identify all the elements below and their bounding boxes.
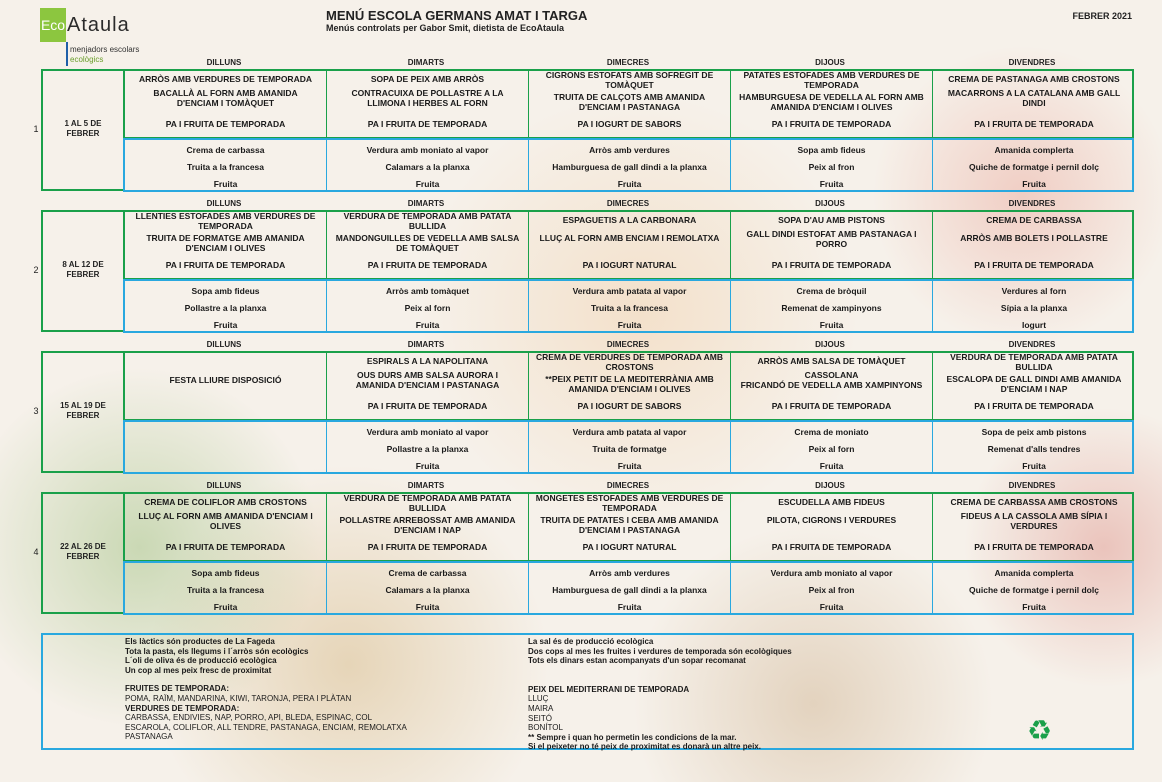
dinner-row-cell [125,422,327,472]
day-header: DIMARTS [407,481,445,490]
dinner-dish: Fruita [819,320,844,330]
day-headers [123,481,1131,492]
dinner-dish: Peix al forn [404,303,451,313]
dinner-row-cell [933,281,1135,331]
dinner-dish: Arròs amb verdures [589,568,670,578]
dinner-dish: Amanida complerta [994,568,1074,578]
dinner-dish: Fruita [415,179,440,189]
day-header: DIMECRES [606,481,650,490]
lunch-row-cell [529,212,731,278]
lunch-dish: PA I FRUITA DE TEMPORADA [367,542,488,552]
lunch-dish: TEMPORADA [198,221,253,231]
lunch-dish: PA I IOGURT NATURAL [582,542,677,552]
dinner-dish: Crema de carbassa [186,145,265,155]
lunch-dish: BACALLÀ AL FORN AMB AMANIDA [153,88,298,98]
logo-subtitle: menjadors escolars [70,45,140,54]
lunch-dish: D'ENCIAM I NAP [394,525,461,535]
week-date-box [41,492,123,614]
note: Dos cops al mes les fruites i verdures de temporada són ecològiques [528,646,792,656]
footer-notes [41,633,1134,750]
dinner-dish: Quiche de formatge i pernil dolç [969,585,1099,595]
lunch-dish: ARRÒS AMB BOLETS I POLLASTRE [960,233,1108,243]
lunch-dish: CREMA DE CARBASSA [986,215,1082,225]
lunch-dish: TEMPORADA [804,80,859,90]
lunch-dish: MONGETES ESTOFADES AMB VERDURES DE [535,493,724,503]
lunch-dish: PA I IOGURT DE SABORS [577,401,682,411]
fish-item: MAIRA [528,703,554,713]
day-header: DILLUNS [206,58,242,67]
lunch-row-cell [731,353,933,419]
week-number: 3 [33,406,39,416]
dinner-dish: Fruita [617,461,642,471]
lunch-dish: MANDONGUILLES DE VEDELLA AMB SALSA [335,233,520,243]
lunch-row-cell [933,71,1135,137]
lunch-dish: ARRÒS AMB VERDURES DE TEMPORADA [138,74,312,84]
day-header: DIJOUS [815,199,845,208]
dinner-dish: Sopa amb fideus [191,286,260,296]
lunch-dish: FESTA LLIURE DISPOSICIÓ [169,375,282,385]
lunch-dish: PA I FRUITA DE TEMPORADA [771,119,892,129]
dinner-row-cell [125,563,327,613]
note: La sal és de producció ecològica [528,637,654,646]
dinner-dish: Verdura amb moniato al vapor [770,568,893,578]
week-range-label: FEBRER [66,129,100,138]
lunch-dish: CROSTONS [605,362,654,372]
dinner-row-cell [529,140,731,190]
dinner-dish: Crema de moniato [794,427,869,437]
day-header: DIVENDRES [1008,58,1056,67]
lunch-row-cell [933,494,1135,560]
dinner-row-cell [731,140,933,190]
lunch-dish: SOPA D'AU AMB PISTONS [778,215,885,225]
dinner-dish: Peix al fron [808,585,855,595]
dinner-row-cell [731,281,933,331]
week-date-box [41,69,123,191]
lunch-dish: ESCUDELLA AMB FIDEUS [778,497,885,507]
dinner-row-cell [125,281,327,331]
lunch-dish: CONTRACUIXA DE POLLASTRE A LA [351,88,504,98]
dinner-dish: Pollastre a la planxa [386,444,469,454]
dinner-dish: Peix al fron [808,162,855,172]
dinner-row [123,279,1134,333]
week-range-label: FEBRER [66,411,100,420]
dinner-dish: Fruita [819,461,844,471]
dinner-dish: Verdura amb moniato al vapor [366,145,489,155]
dinner-dish: Calamars a la planxa [385,162,470,172]
lunch-dish: TOMÀQUET [605,80,654,90]
dinner-dish: Remenat de xampinyons [781,303,882,313]
week-number: 1 [33,124,39,134]
dinner-row-cell [933,563,1135,613]
lunch-dish: PA I IOGURT DE SABORS [577,119,682,129]
fruits-title: FRUITES DE TEMPORADA: [125,684,229,694]
lunch-dish: VERDURA DE TEMPORADA AMB PATATA [343,211,512,221]
recycle-icon: ♻ [1027,715,1053,746]
dinner-row-cell [327,563,529,613]
dinner-dish: Fruita [819,602,844,612]
fish-item: SEITÓ [528,713,553,723]
day-header: DIJOUS [815,58,845,67]
day-header: DIMECRES [606,58,650,67]
lunch-dish: D'ENCIAM I PASTANAGA [578,525,681,535]
lunch-row-cell [731,71,933,137]
dinner-dish: Fruita [617,602,642,612]
dinner-dish: Truita a la francesa [590,303,668,313]
dinner-row-cell [731,422,933,472]
day-header: DIVENDRES [1008,481,1056,490]
lunch-dish: D'ENCIAM I OLIVES [185,243,266,253]
lunch-row [123,210,1134,280]
lunch-dish: HAMBURGUESA DE VEDELLA AL FORN AMB [739,92,924,102]
dinner-row-cell [933,422,1135,472]
lunch-dish: PA I FRUITA DE TEMPORADA [771,401,892,411]
dinner-dish: Fruita [617,179,642,189]
dinner-row-cell [327,140,529,190]
note: Els làctics són productes de La Fageda [125,637,275,646]
lunch-dish: DE TOMÀQUET [396,243,459,253]
lunch-dish: PA I FRUITA DE TEMPORADA [974,260,1094,270]
dinner-dish: Crema de bròquil [796,286,867,296]
dinner-dish: Sípia a la planxa [1000,303,1068,313]
lunch-dish: D'ENCIAM I NAP [1000,384,1068,394]
dinner-row-cell [529,563,731,613]
lunch-dish: FRICANDÓ DE VEDELLA AMB XAMPINYONS [740,380,923,390]
day-headers [123,340,1131,351]
dinner-dish: Verdures al forn [1001,286,1067,296]
lunch-dish: CREMA DE PASTANAGA AMB CROSTONS [948,74,1120,84]
week-date-box [41,351,123,473]
lunch-dish: AMANIDA D'ENCIAM I PASTANAGA [355,380,500,390]
dinner-dish: Amanida complerta [994,145,1074,155]
lunch-dish: TRUITA DE FORMATGE AMB AMANIDA [146,233,305,243]
week-range-label: FEBRER [66,270,100,279]
dinner-dish: Verdura amb patata al vapor [572,427,687,437]
week-number: 2 [33,265,39,275]
fish-note: ** Sempre i quan ho permetin les condicions de la mar. [528,732,737,742]
lunch-row-cell [327,212,529,278]
dinner-dish: Fruita [213,320,238,330]
lunch-row-cell [529,353,731,419]
lunch-dish: D'ENCIAM I TOMÀQUET [176,98,275,108]
fish-note: Si el peixeter no té peix de proximitat es donarà un altre peix. [528,742,761,752]
logo-subtitle-2: ecològics [70,55,104,64]
lunch-row [123,69,1134,139]
day-header: DIMECRES [606,340,650,349]
dinner-dish: Fruita [415,461,440,471]
dinner-dish: Sopa amb fideus [191,568,260,578]
day-header: DIMARTS [407,340,445,349]
week-range-label: 22 AL 26 DE [60,542,106,551]
dinner-dish: Fruita [213,602,238,612]
dinner-dish: Remenat d'alls tendres [987,444,1081,454]
logo-mark: Eco [40,8,66,42]
lunch-row-cell [529,71,731,137]
lunch-dish: TRUITA DE CALÇOTS AMB AMANIDA [553,92,706,102]
lunch-row-cell [125,353,327,419]
veg-line: PASTANAGA [125,732,173,742]
dinner-dish: Hamburguesa de gall dindi a la planxa [552,585,707,595]
dinner-dish: Fruita [617,320,642,330]
lunch-dish: VERDURES [1010,521,1058,531]
lunch-dish: PA I FRUITA DE TEMPORADA [974,401,1094,411]
note: Tots els dinars estan acompanyats d'un sopar recomanat [528,656,746,666]
lunch-row-cell [731,212,933,278]
lunch-dish: AMANIDA D'ENCIAM I OLIVES [568,384,691,394]
lunch-dish: CREMA DE VERDURES DE TEMPORADA AMB [535,352,723,362]
lunch-dish: BULLIDA [408,503,447,513]
week-range-label: 8 AL 12 DE [62,260,104,269]
lunch-row-cell [125,212,327,278]
fruits-list: POMA, RAÏM, MANDARINA, KIWI, TARONJA, PERA I PLÀTAN [125,693,352,703]
week-number: 4 [33,547,39,557]
week-range-label: 15 AL 19 DE [60,401,106,410]
day-header: DILLUNS [206,481,242,490]
dinner-row-cell [731,563,933,613]
fish-title: PEIX DEL MEDITERRANI DE TEMPORADA [528,684,690,694]
dinner-dish: Fruita [213,179,238,189]
dinner-dish: Verdura amb moniato al vapor [366,427,489,437]
lunch-dish: LLUÇ AL FORN AMB ENCIAM I REMOLATXA [539,233,720,243]
dinner-dish: Arròs amb tomàquet [385,286,470,296]
lunch-dish: ESPAGUETIS A LA CARBONARA [562,215,697,225]
logo-word: Ataula [67,14,130,36]
lunch-dish: OLIVES [209,521,242,531]
dinner-dish: Fruita [415,320,440,330]
lunch-dish: PA I FRUITA DE TEMPORADA [367,119,488,129]
lunch-dish: PA I FRUITA DE TEMPORADA [165,119,286,129]
dinner-dish: Sopa amb fideus [797,145,866,155]
week-range-label: FEBRER [66,552,100,561]
lunch-dish: PA I IOGURT NATURAL [582,260,677,270]
lunch-dish: POLLASTRE ARREBOSSAT AMB AMANIDA [339,515,516,525]
day-header: DIMARTS [407,58,445,67]
dinner-row [123,138,1134,192]
lunch-row-cell [327,71,529,137]
day-header: DIVENDRES [1008,340,1056,349]
dinner-row [123,561,1134,615]
dinner-dish: Fruita [1022,179,1046,189]
dinner-row-cell [125,140,327,190]
note: Tota la pasta, els llegums i l´arròs són ecològics [125,646,309,656]
footer-right [528,637,968,752]
lunch-dish: ESPIRALS A LA NAPOLITANA [366,356,489,366]
day-header: DIJOUS [815,481,845,490]
dinner-dish: Arròs amb verdures [589,145,670,155]
lunch-row [123,351,1134,421]
dinner-row-cell [933,140,1135,190]
month-label: FEBRER 2021 [1072,11,1132,21]
dinner-dish: Calamars a la planxa [385,585,470,595]
lunch-dish: ESCALOPA DE GALL DINDI AMB AMANIDA [946,374,1122,384]
dinner-dish: Sopa de peix amb pistons [981,427,1087,437]
dinner-row-cell [529,281,731,331]
dinner-row [123,420,1134,474]
day-header: DIVENDRES [1008,199,1056,208]
fish-item: BONÍTOL [528,723,563,733]
lunch-row-cell [933,353,1135,419]
lunch-dish: MACARRONS A LA CATALANA AMB GALL [947,88,1121,98]
veg-title: VERDURES DE TEMPORADA: [125,703,240,713]
lunch-row-cell [125,71,327,137]
lunch-dish: BULLIDA [408,221,447,231]
lunch-row-cell [529,494,731,560]
lunch-dish: SOPA DE PEIX AMB ARRÒS [370,74,485,84]
lunch-dish: FIDEUS A LA CASSOLA AMB SÍPIA I [960,511,1108,521]
lunch-dish: BULLIDA [1015,362,1053,372]
lunch-dish: VERDURA DE TEMPORADA AMB PATATA [343,493,512,503]
lunch-dish: PORRO [815,239,848,249]
lunch-dish: PA I FRUITA DE TEMPORADA [974,542,1094,552]
fish-item: LLUÇ [528,694,549,704]
day-header: DIMARTS [407,199,445,208]
lunch-dish: ARRÒS AMB SALSA DE TOMÀQUET [757,356,906,366]
lunch-row-cell [327,353,529,419]
dinner-dish: Hamburguesa de gall dindi a la planxa [552,162,707,172]
day-header: DIMECRES [606,199,650,208]
day-header: DILLUNS [206,340,242,349]
lunch-dish: PA I FRUITA DE TEMPORADA [771,260,892,270]
lunch-dish: CREMA DE COLIFLOR AMB CROSTONS [144,497,307,507]
day-headers [123,199,1131,210]
dinner-dish: Truita a la francesa [186,162,264,172]
lunch-row-cell [327,494,529,560]
lunch-dish: PA I FRUITA DE TEMPORADA [165,542,286,552]
lunch-dish: DINDI [1022,98,1046,108]
dinner-dish: Iogurt [1021,320,1047,330]
day-header: DILLUNS [206,199,242,208]
lunch-dish: GALL DINDI ESTOFAT AMB PASTANAGA I [746,229,917,239]
note: Un cop al mes peix fresc de proximitat [125,665,272,675]
veg-line: ESCAROLA, COLIFLOR, ALL TENDRE, PASTANAGA, ENCIAM, REMOLATXA [125,722,407,732]
lunch-dish: LLIMONA I HERBES AL FORN [367,98,488,108]
dinner-dish: Fruita [819,179,844,189]
lunch-dish: LLUÇ AL FORN AMB AMANIDA D'ENCIAM I [138,511,313,521]
logo-bar [66,42,68,66]
page-subtitle: Menús controlats per Gabor Smit, dietista de EcoAtaula [326,23,565,33]
lunch-dish: PA I FRUITA DE TEMPORADA [367,401,488,411]
lunch-dish: PILOTA, CIGRONS I VERDURES [766,515,897,525]
lunch-dish: PA I FRUITA DE TEMPORADA [771,542,892,552]
lunch-dish: LLENTIES ESTOFADES AMB VERDURES DE [135,211,316,221]
lunch-dish: PA I FRUITA DE TEMPORADA [165,260,286,270]
dinner-dish: Quiche de formatge i pernil dolç [969,162,1099,172]
lunch-dish: TRUITA DE PATATES I CEBA AMB AMANIDA [540,515,719,525]
dinner-dish: Pollastre a la planxa [184,303,267,313]
lunch-row [123,492,1134,562]
lunch-dish: VERDURA DE TEMPORADA AMB PATATA [950,352,1118,362]
dinner-dish: Fruita [1022,461,1046,471]
lunch-row-cell [125,494,327,560]
footer-left [125,637,545,742]
lunch-row-cell [933,212,1135,278]
lunch-dish: CIGRONS ESTOFATS AMB SOFREGIT DE [545,70,714,80]
lunch-row-cell [731,494,933,560]
dinner-row-cell [529,422,731,472]
note: L´oli de oliva és de producció ecològica [125,656,277,666]
lunch-dish: PA I FRUITA DE TEMPORADA [367,260,488,270]
dinner-dish: Fruita [1022,602,1046,612]
day-header: DIJOUS [815,340,845,349]
lunch-dish: TEMPORADA [602,503,657,513]
lunch-dish: PATATES ESTOFADES AMB VERDURES DE [743,70,920,80]
day-headers [123,58,1131,69]
dinner-dish: Truita de formatge [592,444,667,454]
dinner-dish: Truita a la francesa [186,585,264,595]
lunch-dish: PA I FRUITA DE TEMPORADA [974,119,1094,129]
lunch-dish: OUS DURS AMB SALSA AURORA I [357,370,498,380]
page-title: MENÚ ESCOLA GERMANS AMAT I TARGA [326,8,588,23]
dinner-dish: Verdura amb patata al vapor [572,286,687,296]
lunch-dish: D'ENCIAM I PASTANAGA [578,102,681,112]
week-range-label: 1 AL 5 DE [64,119,102,128]
lunch-dish: CASSOLANA [804,370,859,380]
dinner-row-cell [327,422,529,472]
veg-line: CARBASSA, ENDIVIES, NAP, PORRO, API, BLEDA, ESPINAC, COL [125,713,373,723]
dinner-row-cell [327,281,529,331]
dinner-dish: Crema de carbassa [388,568,467,578]
week-date-box [41,210,123,332]
dinner-dish: Peix al forn [808,444,855,454]
lunch-dish: AMANIDA D'ENCIAM I OLIVES [770,102,893,112]
lunch-dish: CREMA DE CARBASSA AMB CROSTONS [950,497,1118,507]
lunch-dish: **PEIX PETIT DE LA MEDITERRÀNIA AMB [545,374,714,384]
dinner-dish: Fruita [415,602,440,612]
